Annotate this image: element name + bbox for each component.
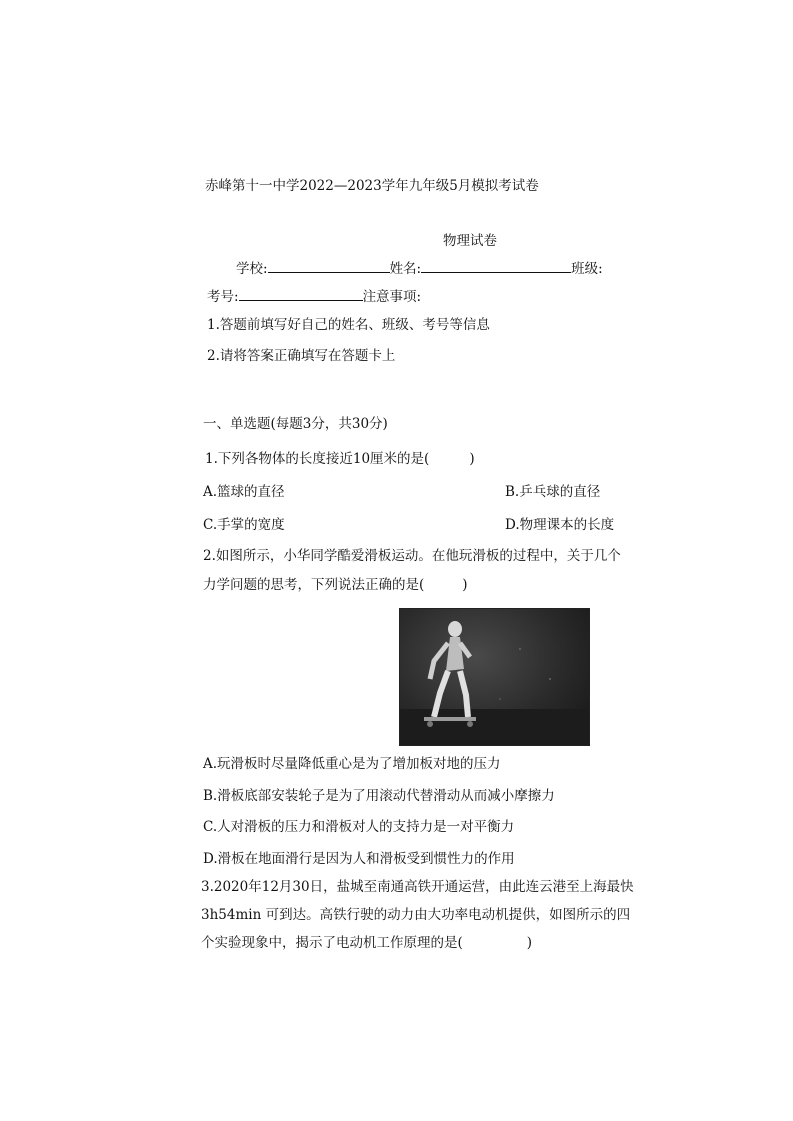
q2-stem-line2 — [203, 576, 468, 594]
note-2: 2.请将答案正确填写在答题卡上 — [207, 348, 396, 364]
q1-option-a: A.篮球的直径 — [203, 484, 285, 500]
q3-stem-line3 — [201, 934, 532, 952]
q1-option-c: C.手掌的宽度 — [203, 517, 285, 533]
note-1: 1.答题前填写好自己的姓名、班级、考号等信息 — [207, 317, 490, 333]
q1-close: ) — [469, 451, 475, 467]
q2-stem-text: 力学问题的思考，下列说法正确的是( — [203, 577, 425, 593]
school-label: 学校: — [236, 261, 268, 277]
q1-option-d: D.物理课本的长度 — [505, 517, 615, 533]
q1-stem-text: 1.下列各物体的长度接近10厘米的是( — [205, 451, 430, 467]
q2-stem-line1: 2.如图所示，小华同学酷爱滑板运动。在他玩滑板的过程中，关于几个 — [203, 548, 621, 564]
q3-stem-text: 个实验现象中，揭示了电动机工作原理的是( — [201, 935, 463, 951]
subject-title: 物理试卷 — [443, 233, 497, 249]
q3-stem-line1: 3.2020年12月30日，盐城至南通高铁开通运营，由此连云港至上海最快 — [201, 879, 634, 895]
exam-no-blank — [239, 286, 363, 301]
info-row-2 — [207, 286, 421, 306]
info-row-1 — [236, 258, 603, 278]
q3-stem-line2: 3h54min 可到达。高铁行驶的动力由大功率电动机提供，如图所示的四 — [201, 907, 631, 923]
school-blank — [268, 258, 390, 273]
q1-stem — [205, 450, 475, 468]
exam-no-label: 考号: — [207, 289, 239, 305]
name-blank — [421, 258, 571, 273]
q2-option-a: A.玩滑板时尽量降低重心是为了增加板对地的压力 — [203, 756, 501, 772]
notes-label: 注意事项: — [362, 289, 422, 305]
q2-option-c: C.人对滑板的压力和滑板对人的支持力是一对平衡力 — [203, 819, 515, 835]
q2-close: ) — [462, 577, 468, 593]
name-label: 姓名: — [389, 261, 422, 277]
skateboard-photo — [399, 608, 590, 746]
exam-title: 赤峰第十一中学2022—2023学年九年级5月模拟考试卷 — [205, 178, 539, 194]
q2-option-b: B.滑板底部安装轮子是为了用滚动代替滑动从而减小摩擦力 — [203, 788, 555, 804]
q2-option-d: D.滑板在地面滑行是因为人和滑板受到惯性力的作用 — [203, 851, 515, 867]
skateboarder-figure — [400, 609, 589, 745]
class-label: 班级: — [571, 261, 603, 277]
section-heading: 一、单选题(每题3分，共30分) — [203, 416, 388, 432]
q1-option-b: B.乒乓球的直径 — [505, 484, 601, 500]
q3-close: ) — [526, 935, 533, 951]
